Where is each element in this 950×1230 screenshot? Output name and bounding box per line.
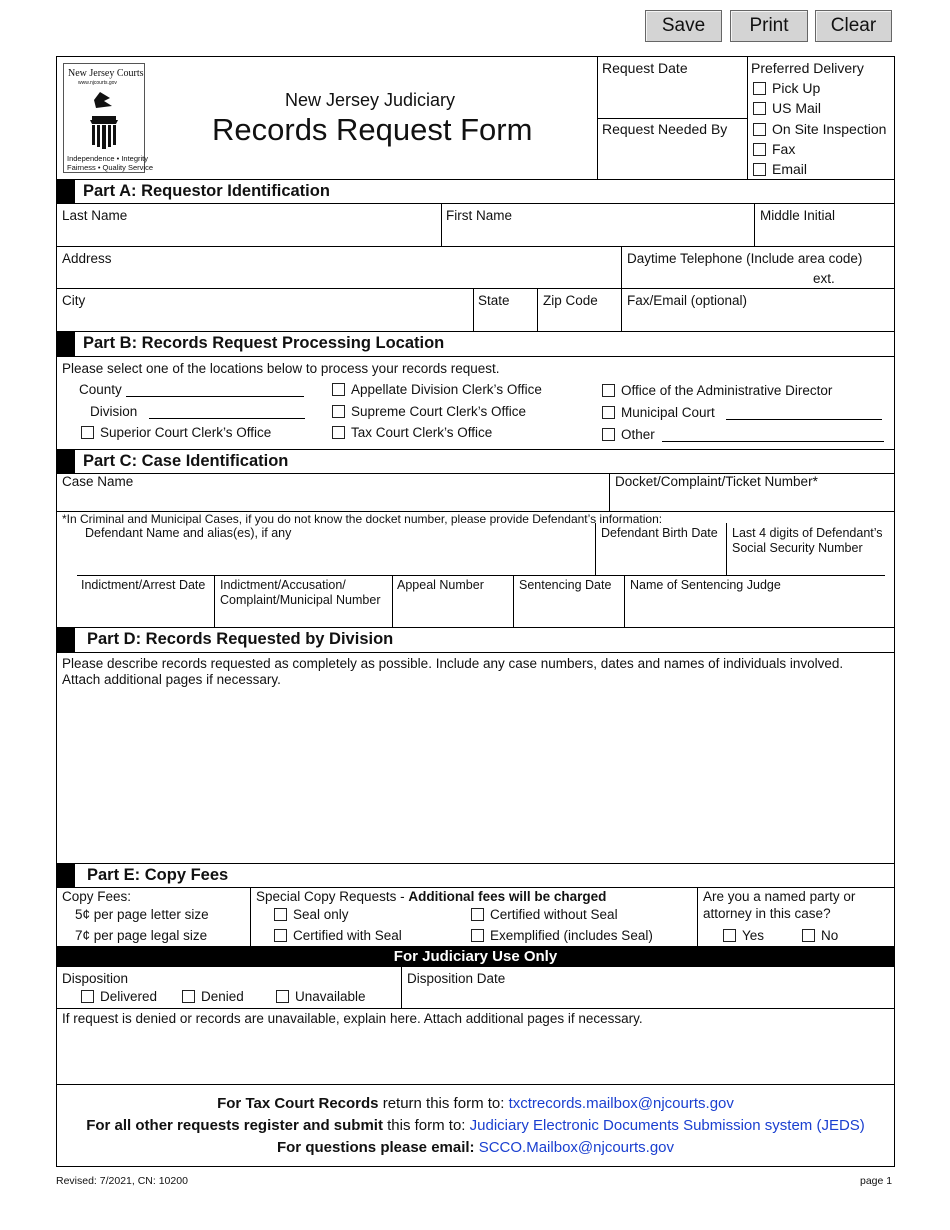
exemplified-checkbox[interactable]	[471, 929, 484, 942]
division-label: Division	[90, 404, 138, 419]
part-a-header	[57, 179, 894, 204]
municipal-checkbox[interactable]	[602, 406, 615, 419]
last-name-label: Last Name	[62, 208, 128, 223]
explain-field[interactable]	[61, 1029, 891, 1081]
unavailable-checkbox[interactable]	[276, 990, 289, 1003]
named-party-label: Are you a named party or	[703, 889, 856, 904]
first-name-label: First Name	[446, 208, 513, 223]
part-d-instructions: Attach additional pages if necessary.	[62, 672, 281, 687]
print-button[interactable]: Print	[730, 10, 808, 42]
section-title: Part C: Case Identification	[83, 452, 289, 470]
certified-no-seal-checkbox[interactable]	[471, 908, 484, 921]
other-checkbox[interactable]	[602, 428, 615, 441]
address-label: Address	[62, 251, 112, 266]
onsite-checkbox[interactable]	[753, 123, 766, 136]
admin-director-option[interactable]	[602, 383, 832, 399]
other-text: this form to:	[382, 1117, 470, 1134]
part-d-instructions: Please describe records requested as completely as possible. Include any case numbers, dates and names of individuals involved.	[62, 656, 844, 671]
delivered-option[interactable]	[81, 989, 157, 1005]
special-bold: Additional fees will be charged	[408, 889, 607, 904]
address-field[interactable]	[61, 268, 619, 288]
middle-initial-field[interactable]	[758, 225, 892, 245]
option-label: Superior Court Clerk’s Office	[100, 425, 272, 440]
copy-fees-label: Copy Fees:	[62, 889, 132, 904]
request-date-label: Request Date	[602, 60, 688, 76]
disposition-date-label: Disposition Date	[407, 971, 506, 986]
fax-email-label: Fax/Email (optional)	[627, 293, 748, 308]
option-label: Office of the Administrative Director	[621, 383, 833, 398]
part-e-header	[57, 863, 894, 888]
last-name-field[interactable]	[61, 225, 439, 245]
other-option[interactable]	[602, 427, 884, 443]
preferred-delivery-label: Preferred Delivery	[751, 60, 864, 76]
logo-motto: Fairness • Quality Service	[67, 163, 153, 172]
sentencing-date-label: Sentencing Date	[519, 578, 612, 592]
ext-label: ext.	[813, 271, 835, 286]
middle-initial-label: Middle Initial	[760, 208, 836, 223]
superior-option[interactable]	[81, 425, 271, 441]
logo-motto: Independence • Integrity	[67, 154, 149, 163]
first-name-field[interactable]	[445, 225, 753, 245]
option-label: Unavailable	[295, 989, 366, 1004]
page-number: page 1	[860, 1175, 893, 1187]
city-label: City	[62, 293, 86, 308]
section-title: Part D: Records Requested by Division	[87, 630, 394, 648]
other-bold: For all other requests register and submit	[86, 1117, 383, 1134]
city-field[interactable]	[61, 310, 469, 330]
option-label: Appellate Division Clerk’s Office	[351, 382, 542, 397]
delivery-fax[interactable]	[753, 141, 795, 157]
option-label: Yes	[742, 928, 765, 943]
judiciary-use-header: For Judiciary Use Only	[57, 946, 894, 967]
tax-text: return this form to:	[378, 1095, 509, 1112]
option-label: US Mail	[772, 100, 822, 116]
option-label: No	[821, 928, 839, 943]
indictment-number-label: Indictment/Accusation/	[220, 578, 346, 592]
indictment-date-label: Indictment/Arrest Date	[81, 578, 206, 592]
option-label: Delivered	[100, 989, 158, 1004]
option-label: Other	[621, 427, 655, 442]
denied-checkbox[interactable]	[182, 990, 195, 1003]
admin-director-checkbox[interactable]	[602, 384, 615, 397]
records-description-field[interactable]	[61, 691, 891, 861]
tax-email-link[interactable]: txctrecords.mailbox@njcourts.gov	[508, 1095, 734, 1112]
case-name-field[interactable]	[61, 491, 607, 509]
state-label: State	[478, 293, 510, 308]
division-input[interactable]	[149, 407, 305, 419]
option-label: Email	[772, 161, 808, 177]
certified-seal-option[interactable]	[274, 928, 402, 944]
special-requests-label	[256, 889, 606, 905]
municipal-option[interactable]	[602, 405, 882, 421]
questions-bold: For questions please email:	[276, 1139, 479, 1156]
county-field[interactable]	[79, 382, 304, 398]
records-request-form	[56, 56, 895, 1167]
tax-court-instructions	[57, 1095, 894, 1112]
request-date-field[interactable]	[598, 77, 746, 117]
org-name: New Jersey Judiciary	[285, 90, 456, 110]
seal-only-option[interactable]	[274, 907, 349, 923]
named-party-no[interactable]	[802, 928, 838, 944]
tax-option[interactable]	[332, 425, 492, 441]
birth-date-label: Defendant Birth Date	[601, 526, 718, 540]
superior-checkbox[interactable]	[81, 426, 94, 439]
docket-field[interactable]	[613, 491, 892, 509]
tax-bold: For Tax Court Records	[217, 1095, 379, 1112]
option-label: Tax Court Clerk’s Office	[351, 425, 493, 440]
option-label: Fax	[772, 141, 796, 157]
save-button[interactable]: Save	[645, 10, 722, 42]
jeds-link[interactable]: Judiciary Electronic Documents Submission system (JEDS)	[469, 1117, 865, 1134]
zip-label: Zip Code	[543, 293, 598, 308]
certified-seal-checkbox[interactable]	[274, 929, 287, 942]
explain-label: If request is denied or records are unavailable, explain here. Attach additional pages if necessary.	[62, 1011, 643, 1026]
other-requests-instructions	[57, 1117, 894, 1134]
option-label: Denied	[201, 989, 244, 1004]
logo-title: New Jersey Courts	[68, 68, 144, 79]
delivery-onsite[interactable]	[753, 121, 886, 137]
fax-checkbox[interactable]	[753, 143, 766, 156]
county-label: County	[79, 382, 122, 397]
questions-instructions	[57, 1139, 894, 1156]
letter-fee: 5¢ per page letter size	[75, 907, 209, 922]
daytime-phone-label: Daytime Telephone (Include area code)	[627, 251, 863, 266]
ssn-label: Last 4 digits of Defendant’s	[732, 526, 883, 540]
named-party-label: attorney in this case?	[703, 906, 831, 921]
option-label: Certified with Seal	[293, 928, 402, 943]
delivery-email[interactable]	[753, 161, 807, 177]
seal-only-checkbox[interactable]	[274, 908, 287, 921]
disposition-date-field[interactable]	[405, 988, 891, 1006]
exemplified-option[interactable]	[471, 928, 653, 944]
delivery-pickup[interactable]	[753, 80, 820, 96]
option-label: Certified without Seal	[490, 907, 618, 922]
appellate-checkbox[interactable]	[332, 383, 345, 396]
special-prefix: Special Copy Requests -	[256, 889, 409, 904]
courthouse-icon	[86, 92, 122, 156]
pickup-checkbox[interactable]	[753, 82, 766, 95]
section-title: Part A: Requestor Identification	[83, 182, 330, 200]
option-label: On Site Inspection	[772, 121, 887, 137]
sentencing-judge-label: Name of Sentencing Judge	[630, 578, 781, 592]
tax-checkbox[interactable]	[332, 426, 345, 439]
clear-button[interactable]: Clear	[815, 10, 892, 42]
named-party-yes[interactable]	[723, 928, 764, 944]
yes-checkbox[interactable]	[723, 929, 736, 942]
revision-note: Revised: 7/2021, CN: 10200	[56, 1175, 188, 1187]
defendant-note: *In Criminal and Municipal Cases, if you do not know the docket number, please provide Defendant’s information:	[62, 512, 663, 526]
legal-fee: 7¢ per page legal size	[75, 928, 208, 943]
unavailable-option[interactable]	[276, 989, 366, 1005]
logo-url: www.njcourts.gov	[78, 80, 117, 86]
part-b-header	[57, 331, 894, 357]
indictment-number-label: Complaint/Municipal Number	[220, 593, 381, 607]
appeal-number-label: Appeal Number	[397, 578, 484, 592]
supreme-option[interactable]	[332, 404, 526, 420]
supreme-checkbox[interactable]	[332, 405, 345, 418]
option-label: Supreme Court Clerk’s Office	[351, 404, 527, 419]
no-checkbox[interactable]	[802, 929, 815, 942]
email-checkbox[interactable]	[753, 163, 766, 176]
denied-option[interactable]	[182, 989, 244, 1005]
request-needed-label: Request Needed By	[602, 121, 728, 137]
section-title: Part E: Copy Fees	[87, 866, 229, 884]
part-d-header	[57, 627, 894, 653]
appellate-option[interactable]	[332, 382, 542, 398]
other-input[interactable]	[662, 430, 884, 442]
scco-email-link[interactable]: SCCO.Mailbox@njcourts.gov	[478, 1139, 675, 1156]
request-needed-field[interactable]	[598, 139, 746, 177]
case-name-label: Case Name	[62, 474, 134, 489]
nj-courts-logo	[63, 63, 153, 173]
certified-no-seal-option[interactable]	[471, 907, 618, 923]
defendant-name-label: Defendant Name and alias(es), if any	[85, 526, 292, 540]
municipal-input[interactable]	[726, 408, 882, 420]
part-b-instructions: Please select one of the locations below to process your records request.	[62, 361, 500, 376]
option-label: Exemplified (includes Seal)	[490, 928, 653, 943]
docket-label: Docket/Complaint/Ticket Number*	[615, 474, 818, 489]
usmail-checkbox[interactable]	[753, 102, 766, 115]
county-input[interactable]	[126, 385, 304, 397]
page-title: Records Request Form	[212, 112, 533, 147]
delivered-checkbox[interactable]	[81, 990, 94, 1003]
option-label: Municipal Court	[621, 405, 715, 420]
option-label: Seal only	[293, 907, 349, 922]
section-title: Part B: Records Request Processing Location	[83, 334, 445, 352]
delivery-usmail[interactable]	[753, 100, 821, 116]
division-field[interactable]	[90, 404, 305, 420]
ssn-label: Social Security Number	[732, 541, 863, 555]
disposition-label: Disposition	[62, 971, 129, 986]
option-label: Pick Up	[772, 80, 821, 96]
part-c-header	[57, 449, 894, 474]
